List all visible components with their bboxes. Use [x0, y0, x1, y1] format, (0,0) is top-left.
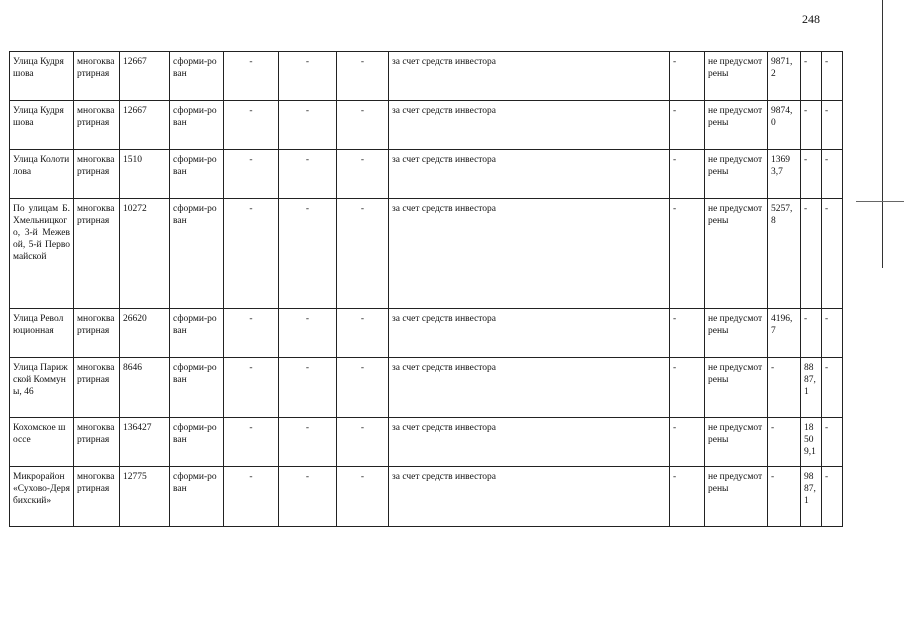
building-type-cell: многоквартирная	[74, 101, 120, 150]
funding-cell: за счет средств инвестора	[389, 309, 670, 358]
value-cell: -	[822, 467, 843, 527]
value-cell: 13693,7	[768, 150, 801, 199]
table-row	[10, 150, 843, 199]
value-cell: -	[822, 52, 843, 101]
value-cell: 9871,2	[768, 52, 801, 101]
dash-cell: -	[337, 150, 389, 199]
value-cell: -	[801, 52, 822, 101]
plan-cell: не предусмотрены	[705, 358, 768, 418]
value-cell: 9887,1	[801, 467, 822, 527]
funding-cell: за счет средств инвестора	[389, 101, 670, 150]
table-row	[10, 467, 843, 527]
dash-cell: -	[279, 101, 337, 150]
dash-cell: -	[670, 101, 705, 150]
dash-cell: -	[670, 150, 705, 199]
table-row	[10, 52, 843, 101]
dash-cell: -	[670, 467, 705, 527]
land-plots-table	[9, 51, 843, 527]
value-cell: -	[822, 358, 843, 418]
table-row	[10, 418, 843, 467]
plan-cell: не предусмотрены	[705, 418, 768, 467]
street-cell: Улица Парижской Коммуны, 46	[10, 358, 74, 418]
funding-cell: за счет средств инвестора	[389, 418, 670, 467]
funding-cell: за счет средств инвестора	[389, 358, 670, 418]
area-cell: 26620	[120, 309, 170, 358]
area-cell: 1510	[120, 150, 170, 199]
status-cell: сформи-рован	[170, 199, 224, 309]
street-cell: Улица Колотилова	[10, 150, 74, 199]
value-cell: -	[768, 358, 801, 418]
street-cell: Микрорайон «Сухово-Дерябихский»	[10, 467, 74, 527]
dash-cell: -	[670, 418, 705, 467]
dash-cell: -	[670, 52, 705, 101]
value-cell: -	[768, 467, 801, 527]
dash-cell: -	[224, 101, 279, 150]
area-cell: 12667	[120, 52, 170, 101]
dash-cell: -	[337, 418, 389, 467]
building-type-cell: многоквартирная	[74, 358, 120, 418]
value-cell: -	[822, 101, 843, 150]
table-row	[10, 101, 843, 150]
table-row	[10, 199, 843, 309]
value-cell: -	[822, 309, 843, 358]
area-cell: 8646	[120, 358, 170, 418]
dash-cell: -	[337, 358, 389, 418]
table-row	[10, 309, 843, 358]
status-cell: сформи-рован	[170, 358, 224, 418]
funding-cell: за счет средств инвестора	[389, 467, 670, 527]
value-cell: -	[801, 199, 822, 309]
margin-dash	[856, 201, 904, 202]
plan-cell: не предусмотрены	[705, 467, 768, 527]
plan-cell: не предусмотрены	[705, 309, 768, 358]
value-cell: 18509,1	[801, 418, 822, 467]
value-cell: -	[801, 101, 822, 150]
dash-cell: -	[279, 467, 337, 527]
margin-line	[882, 0, 883, 268]
value-cell: 5257,8	[768, 199, 801, 309]
street-cell: Улица Кудряшова	[10, 101, 74, 150]
funding-cell: за счет средств инвестора	[389, 199, 670, 309]
dash-cell: -	[279, 309, 337, 358]
street-cell: По улицам Б. Хмельницкого, 3-й Межевой, 5-й Первомайской	[10, 199, 74, 309]
dash-cell: -	[224, 358, 279, 418]
area-cell: 136427	[120, 418, 170, 467]
table-row	[10, 358, 843, 418]
status-cell: сформи-рован	[170, 150, 224, 199]
street-cell: Улица Революционная	[10, 309, 74, 358]
building-type-cell: многоквартирная	[74, 52, 120, 101]
building-type-cell: многоквартирная	[74, 199, 120, 309]
dash-cell: -	[337, 101, 389, 150]
page-number: 248	[802, 12, 820, 26]
dash-cell: -	[279, 199, 337, 309]
status-cell: сформи-рован	[170, 467, 224, 527]
status-cell: сформи-рован	[170, 101, 224, 150]
dash-cell: -	[224, 467, 279, 527]
area-cell: 12775	[120, 467, 170, 527]
value-cell: -	[801, 150, 822, 199]
dash-cell: -	[279, 358, 337, 418]
dash-cell: -	[224, 52, 279, 101]
value-cell: -	[768, 418, 801, 467]
value-cell: 9874,0	[768, 101, 801, 150]
dash-cell: -	[279, 150, 337, 199]
value-cell: -	[822, 150, 843, 199]
value-cell: 4196,7	[768, 309, 801, 358]
dash-cell: -	[279, 418, 337, 467]
funding-cell: за счет средств инвестора	[389, 52, 670, 101]
value-cell: 8887,1	[801, 358, 822, 418]
area-cell: 12667	[120, 101, 170, 150]
value-cell: -	[822, 418, 843, 467]
street-cell: Кохомское шоссе	[10, 418, 74, 467]
dash-cell: -	[337, 309, 389, 358]
plan-cell: не предусмотрены	[705, 101, 768, 150]
status-cell: сформи-рован	[170, 309, 224, 358]
building-type-cell: многоквартирная	[74, 309, 120, 358]
dash-cell: -	[670, 199, 705, 309]
dash-cell: -	[279, 52, 337, 101]
funding-cell: за счет средств инвестора	[389, 150, 670, 199]
building-type-cell: многоквартирная	[74, 150, 120, 199]
plan-cell: не предусмотрены	[705, 52, 768, 101]
dash-cell: -	[224, 309, 279, 358]
dash-cell: -	[337, 52, 389, 101]
status-cell: сформи-рован	[170, 418, 224, 467]
plan-cell: не предусмотрены	[705, 199, 768, 309]
dash-cell: -	[337, 199, 389, 309]
dash-cell: -	[224, 150, 279, 199]
value-cell: -	[822, 199, 843, 309]
dash-cell: -	[337, 467, 389, 527]
dash-cell: -	[670, 309, 705, 358]
street-cell: Улица Кудряшова	[10, 52, 74, 101]
plan-cell: не предусмотрены	[705, 150, 768, 199]
dash-cell: -	[670, 358, 705, 418]
building-type-cell: многоквартирная	[74, 467, 120, 527]
dash-cell: -	[224, 418, 279, 467]
area-cell: 10272	[120, 199, 170, 309]
dash-cell: -	[224, 199, 279, 309]
value-cell: -	[801, 309, 822, 358]
status-cell: сформи-рован	[170, 52, 224, 101]
building-type-cell: многоквартирная	[74, 418, 120, 467]
